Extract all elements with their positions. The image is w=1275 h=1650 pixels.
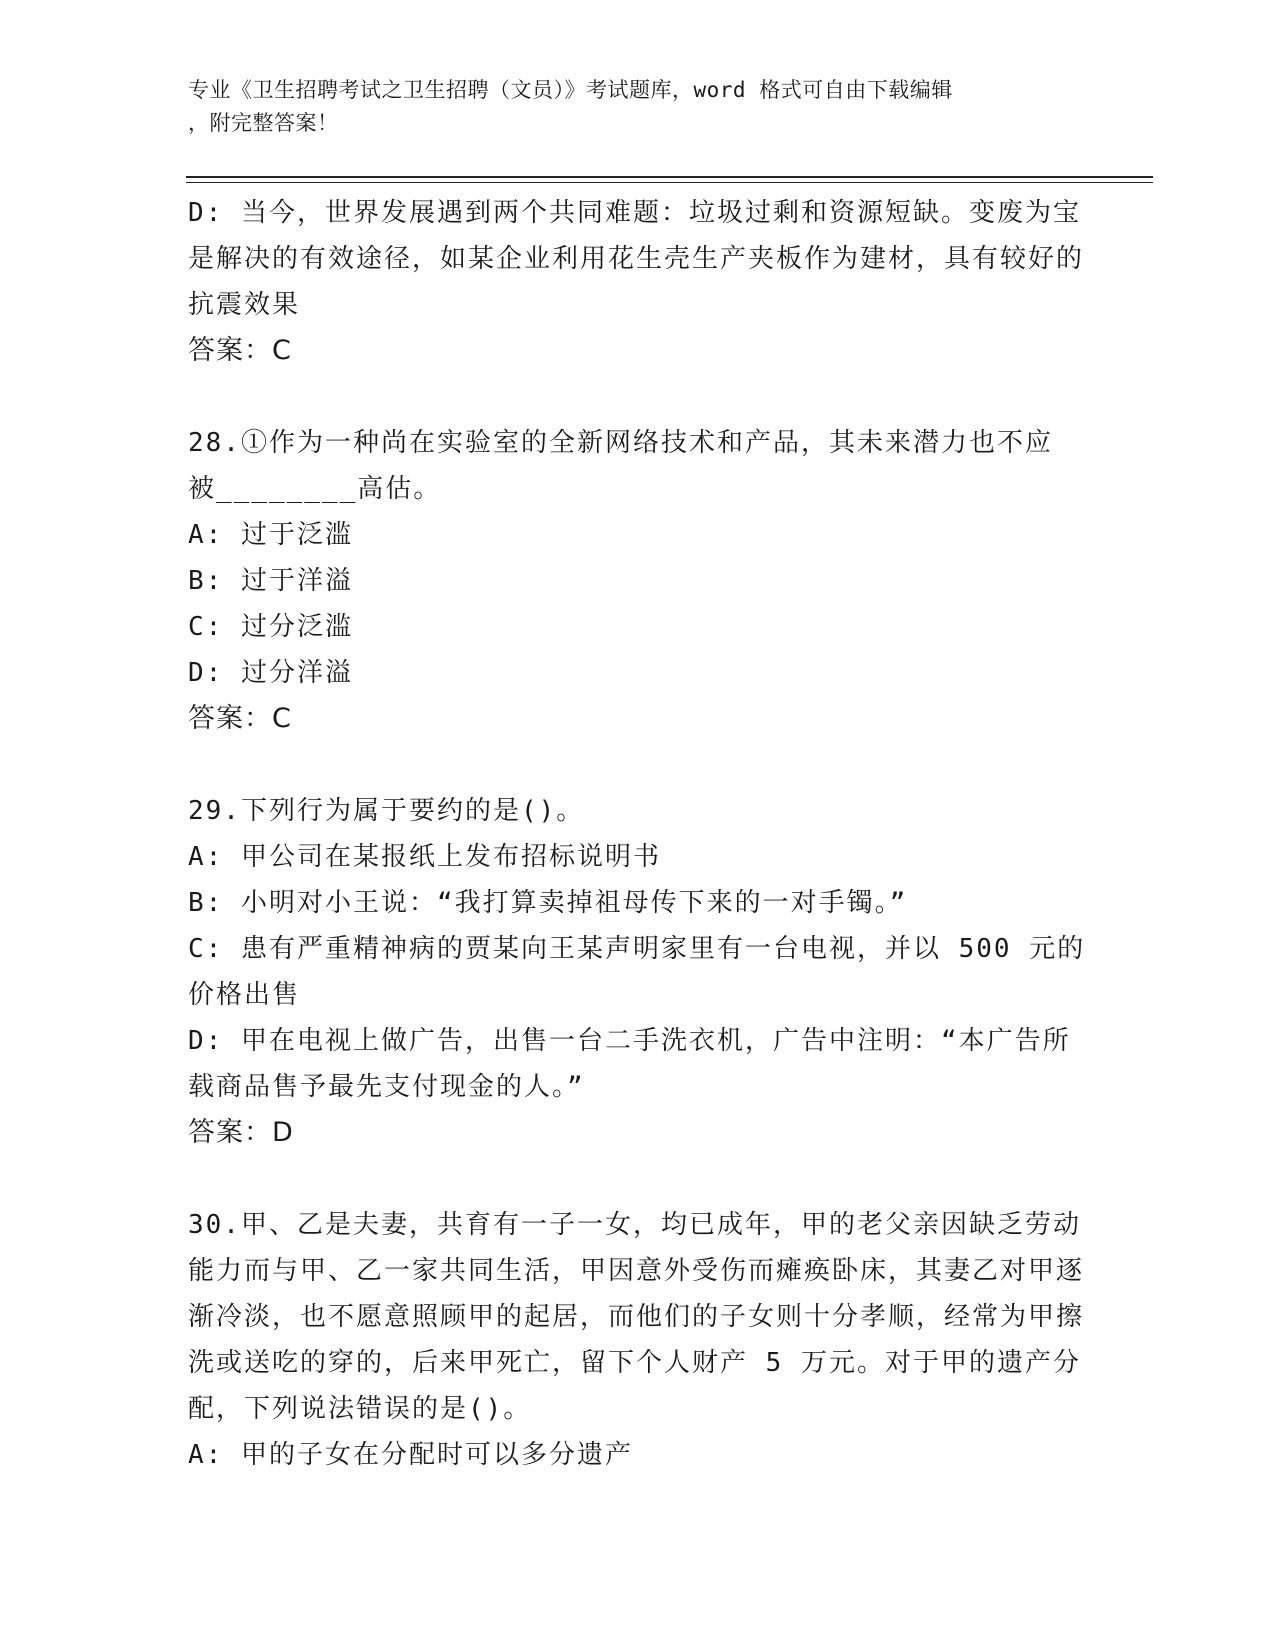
option-b: B: 过于洋溢 xyxy=(188,566,353,596)
header-divider-thin xyxy=(186,182,1153,183)
question-stem: 28.①作为一种尚在实验室的全新网络技术和产品，其未来潜力也不应 xyxy=(188,428,1053,458)
option-b: B: 小明对小王说：“我打算卖掉祖母传下来的一对手镯。” xyxy=(188,888,908,918)
option-a: A: 甲公司在某报纸上发布招标说明书 xyxy=(188,842,661,872)
option-d: D: 甲在电视上做广告，出售一台二手洗衣机，广告中注明：“本广告所载商品售予最先支付现金的人。” xyxy=(188,1026,1071,1102)
answer: 答案：C xyxy=(188,703,292,734)
header-line-2: ，附完整答案！ xyxy=(188,111,339,135)
document-body xyxy=(188,190,1088,1478)
question-stem-continued: 被________高估。 xyxy=(188,474,442,504)
question-30 xyxy=(188,1202,1088,1478)
option-d: D: 当今，世界发展遇到两个共同难题：垃圾过剩和资源短缺。变废为宝是解决的有效途径，如某企业利用花生壳生产夹板作为建材，具有较好的抗震效果 xyxy=(188,198,1085,320)
question-28 xyxy=(188,420,1088,742)
option-d: D: 过分洋溢 xyxy=(188,658,353,688)
answer: 答案：D xyxy=(188,1117,294,1148)
spacer xyxy=(188,1156,1088,1202)
page-header xyxy=(188,74,1068,140)
question-stem: 30.甲、乙是夫妻，共育有一子一女，均已成年，甲的老父亲因缺乏劳动能力而与甲、乙一家共同生活，甲因意外受伤而瘫痪卧床，其妻乙对甲逐渐冷淡，也不愿意照顾甲的起居，而他们的子女则十分孝顺，经常为甲擦洗或送吃的穿的，后来甲死亡，留下个人财产 5 万元。对于甲的遗产分配，下列说法错误的是()。 xyxy=(188,1210,1085,1424)
spacer xyxy=(188,374,1088,420)
previous-question-tail xyxy=(188,190,1088,374)
header-line-1: 专业《卫生招聘考试之卫生招聘（文员）》考试题库，word 格式可自由下载编辑 xyxy=(188,78,953,102)
question-29 xyxy=(188,788,1088,1156)
header-divider-thick xyxy=(186,176,1153,178)
answer: 答案：C xyxy=(188,335,292,366)
option-a: A: 甲的子女在分配时可以多分遗产 xyxy=(188,1440,633,1470)
option-c: C: 过分泛滥 xyxy=(188,612,353,642)
option-a: A: 过于泛滥 xyxy=(188,520,353,550)
spacer xyxy=(188,742,1088,788)
question-stem: 29.下列行为属于要约的是()。 xyxy=(188,796,585,826)
option-c: C: 患有严重精神病的贾某向王某声明家里有一台电视，并以 500 元的价格出售 xyxy=(188,934,1086,1010)
